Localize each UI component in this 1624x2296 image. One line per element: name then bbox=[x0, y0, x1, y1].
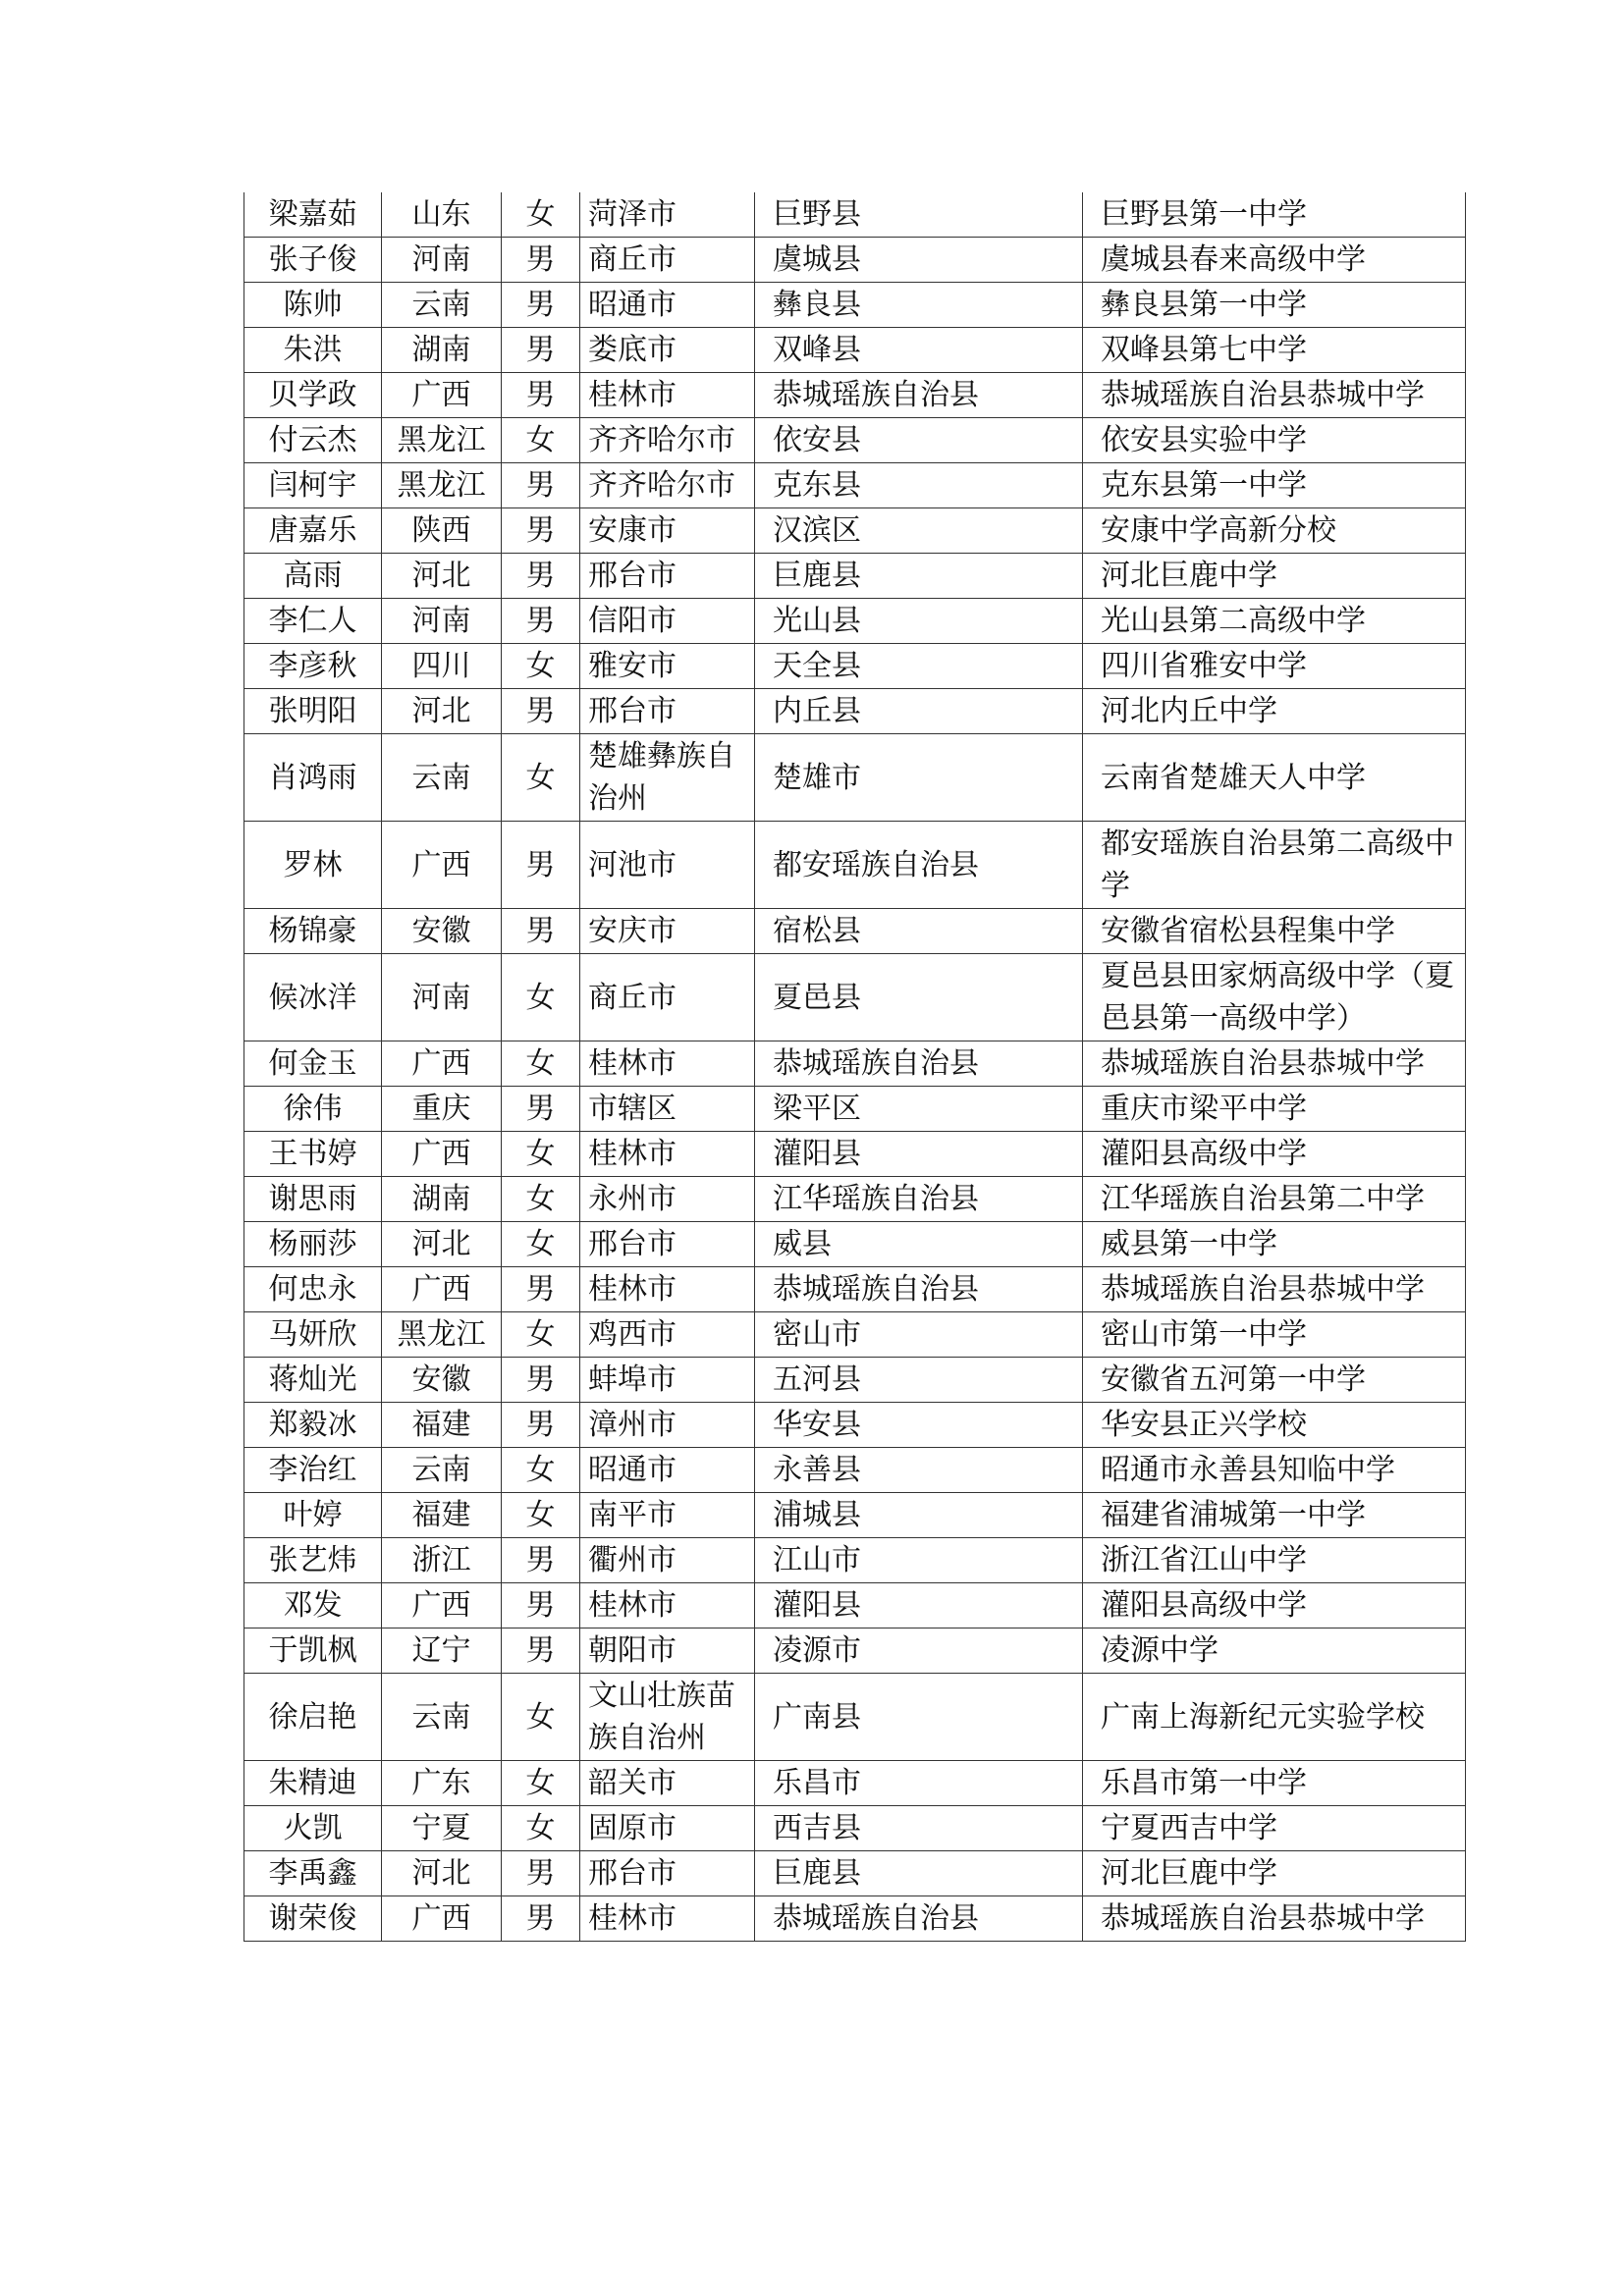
cell-province: 云南 bbox=[382, 283, 502, 328]
cell-province: 福建 bbox=[382, 1493, 502, 1538]
cell-name: 李仁人 bbox=[244, 599, 382, 644]
cell-name: 朱精迪 bbox=[244, 1761, 382, 1806]
cell-gender: 女 bbox=[502, 192, 580, 238]
cell-gender: 男 bbox=[502, 599, 580, 644]
table-row bbox=[244, 909, 1466, 954]
cell-county: 恭城瑶族自治县 bbox=[755, 1267, 1083, 1312]
cell-school: 安徽省宿松县程集中学 bbox=[1083, 909, 1466, 954]
cell-gender: 男 bbox=[502, 689, 580, 734]
cell-gender: 女 bbox=[502, 1177, 580, 1222]
cell-city: 韶关市 bbox=[580, 1761, 755, 1806]
cell-name: 唐嘉乐 bbox=[244, 508, 382, 554]
cell-province: 广西 bbox=[382, 1041, 502, 1087]
table-row bbox=[244, 822, 1466, 909]
cell-gender: 男 bbox=[502, 1583, 580, 1629]
cell-county: 威县 bbox=[755, 1222, 1083, 1267]
cell-county: 彝良县 bbox=[755, 283, 1083, 328]
cell-name: 付云杰 bbox=[244, 418, 382, 463]
cell-gender: 男 bbox=[502, 463, 580, 508]
cell-name: 罗林 bbox=[244, 822, 382, 909]
cell-county: 灌阳县 bbox=[755, 1583, 1083, 1629]
cell-county: 梁平区 bbox=[755, 1087, 1083, 1132]
cell-county: 江华瑶族自治县 bbox=[755, 1177, 1083, 1222]
cell-school: 双峰县第七中学 bbox=[1083, 328, 1466, 373]
cell-county: 楚雄市 bbox=[755, 734, 1083, 822]
table-row bbox=[244, 418, 1466, 463]
cell-county: 夏邑县 bbox=[755, 954, 1083, 1041]
cell-name: 肖鸿雨 bbox=[244, 734, 382, 822]
table-row bbox=[244, 1312, 1466, 1358]
table-row bbox=[244, 1493, 1466, 1538]
cell-city: 桂林市 bbox=[580, 373, 755, 418]
cell-school: 昭通市永善县知临中学 bbox=[1083, 1448, 1466, 1493]
cell-county: 巨鹿县 bbox=[755, 1851, 1083, 1896]
cell-city: 齐齐哈尔市 bbox=[580, 418, 755, 463]
cell-gender: 男 bbox=[502, 1896, 580, 1942]
cell-county: 天全县 bbox=[755, 644, 1083, 689]
table-row bbox=[244, 734, 1466, 822]
cell-province: 黑龙江 bbox=[382, 1312, 502, 1358]
cell-city: 邢台市 bbox=[580, 1222, 755, 1267]
cell-school: 河北巨鹿中学 bbox=[1083, 1851, 1466, 1896]
cell-county: 双峰县 bbox=[755, 328, 1083, 373]
cell-province: 湖南 bbox=[382, 328, 502, 373]
cell-province: 陕西 bbox=[382, 508, 502, 554]
cell-city: 齐齐哈尔市 bbox=[580, 463, 755, 508]
cell-school: 恭城瑶族自治县恭城中学 bbox=[1083, 1896, 1466, 1942]
cell-school: 夏邑县田家炳高级中学（夏邑县第一高级中学） bbox=[1083, 954, 1466, 1041]
cell-province: 湖南 bbox=[382, 1177, 502, 1222]
cell-province: 河南 bbox=[382, 238, 502, 283]
cell-province: 辽宁 bbox=[382, 1629, 502, 1674]
cell-province: 黑龙江 bbox=[382, 418, 502, 463]
cell-gender: 男 bbox=[502, 1267, 580, 1312]
cell-school: 重庆市梁平中学 bbox=[1083, 1087, 1466, 1132]
table-row bbox=[244, 689, 1466, 734]
cell-school: 安康中学高新分校 bbox=[1083, 508, 1466, 554]
table-row bbox=[244, 1403, 1466, 1448]
cell-county: 巨鹿县 bbox=[755, 554, 1083, 599]
cell-gender: 女 bbox=[502, 954, 580, 1041]
cell-province: 河北 bbox=[382, 554, 502, 599]
table-row bbox=[244, 463, 1466, 508]
cell-province: 河北 bbox=[382, 1851, 502, 1896]
cell-city: 衢州市 bbox=[580, 1538, 755, 1583]
cell-province: 四川 bbox=[382, 644, 502, 689]
cell-name: 杨锦豪 bbox=[244, 909, 382, 954]
cell-gender: 女 bbox=[502, 1041, 580, 1087]
cell-gender: 女 bbox=[502, 644, 580, 689]
cell-name: 梁嘉茹 bbox=[244, 192, 382, 238]
cell-school: 灌阳县高级中学 bbox=[1083, 1583, 1466, 1629]
cell-city: 楚雄彝族自治州 bbox=[580, 734, 755, 822]
cell-city: 桂林市 bbox=[580, 1583, 755, 1629]
cell-name: 贝学政 bbox=[244, 373, 382, 418]
cell-city: 市辖区 bbox=[580, 1087, 755, 1132]
cell-school: 华安县正兴学校 bbox=[1083, 1403, 1466, 1448]
cell-city: 桂林市 bbox=[580, 1132, 755, 1177]
cell-county: 永善县 bbox=[755, 1448, 1083, 1493]
cell-county: 广南县 bbox=[755, 1674, 1083, 1761]
cell-county: 宿松县 bbox=[755, 909, 1083, 954]
cell-gender: 女 bbox=[502, 1761, 580, 1806]
cell-province: 安徽 bbox=[382, 1358, 502, 1403]
cell-gender: 男 bbox=[502, 909, 580, 954]
cell-city: 南平市 bbox=[580, 1493, 755, 1538]
cell-name: 李禹鑫 bbox=[244, 1851, 382, 1896]
table-row bbox=[244, 1629, 1466, 1674]
cell-school: 凌源中学 bbox=[1083, 1629, 1466, 1674]
cell-name: 高雨 bbox=[244, 554, 382, 599]
cell-county: 江山市 bbox=[755, 1538, 1083, 1583]
cell-province: 宁夏 bbox=[382, 1806, 502, 1851]
cell-gender: 女 bbox=[502, 1312, 580, 1358]
cell-school: 彝良县第一中学 bbox=[1083, 283, 1466, 328]
cell-county: 汉滨区 bbox=[755, 508, 1083, 554]
table-row bbox=[244, 1896, 1466, 1942]
table-row bbox=[244, 1583, 1466, 1629]
cell-province: 广西 bbox=[382, 1896, 502, 1942]
cell-name: 于凯枫 bbox=[244, 1629, 382, 1674]
cell-name: 闫柯宇 bbox=[244, 463, 382, 508]
cell-province: 云南 bbox=[382, 1674, 502, 1761]
table-row bbox=[244, 1448, 1466, 1493]
cell-county: 克东县 bbox=[755, 463, 1083, 508]
cell-name: 朱洪 bbox=[244, 328, 382, 373]
cell-province: 河北 bbox=[382, 1222, 502, 1267]
cell-name: 徐启艳 bbox=[244, 1674, 382, 1761]
cell-school: 克东县第一中学 bbox=[1083, 463, 1466, 508]
cell-name: 谢荣俊 bbox=[244, 1896, 382, 1942]
cell-city: 商丘市 bbox=[580, 954, 755, 1041]
cell-gender: 男 bbox=[502, 1851, 580, 1896]
cell-city: 漳州市 bbox=[580, 1403, 755, 1448]
cell-gender: 女 bbox=[502, 1222, 580, 1267]
cell-province: 河北 bbox=[382, 689, 502, 734]
cell-name: 何金玉 bbox=[244, 1041, 382, 1087]
table-row bbox=[244, 508, 1466, 554]
cell-name: 蒋灿光 bbox=[244, 1358, 382, 1403]
cell-province: 广西 bbox=[382, 822, 502, 909]
cell-gender: 女 bbox=[502, 734, 580, 822]
table-row bbox=[244, 1358, 1466, 1403]
cell-county: 光山县 bbox=[755, 599, 1083, 644]
cell-school: 乐昌市第一中学 bbox=[1083, 1761, 1466, 1806]
table-row bbox=[244, 283, 1466, 328]
cell-province: 广西 bbox=[382, 1267, 502, 1312]
cell-school: 光山县第二高级中学 bbox=[1083, 599, 1466, 644]
cell-gender: 男 bbox=[502, 1358, 580, 1403]
cell-county: 恭城瑶族自治县 bbox=[755, 1896, 1083, 1942]
cell-name: 张子俊 bbox=[244, 238, 382, 283]
cell-school: 广南上海新纪元实验学校 bbox=[1083, 1674, 1466, 1761]
cell-gender: 女 bbox=[502, 1806, 580, 1851]
cell-province: 广西 bbox=[382, 373, 502, 418]
cell-gender: 女 bbox=[502, 418, 580, 463]
table-row bbox=[244, 644, 1466, 689]
cell-county: 西吉县 bbox=[755, 1806, 1083, 1851]
cell-county: 内丘县 bbox=[755, 689, 1083, 734]
cell-province: 河南 bbox=[382, 599, 502, 644]
cell-county: 恭城瑶族自治县 bbox=[755, 1041, 1083, 1087]
cell-province: 浙江 bbox=[382, 1538, 502, 1583]
cell-gender: 男 bbox=[502, 1629, 580, 1674]
cell-gender: 男 bbox=[502, 1087, 580, 1132]
cell-city: 信阳市 bbox=[580, 599, 755, 644]
cell-county: 恭城瑶族自治县 bbox=[755, 373, 1083, 418]
cell-school: 福建省浦城第一中学 bbox=[1083, 1493, 1466, 1538]
cell-gender: 男 bbox=[502, 238, 580, 283]
cell-name: 李彦秋 bbox=[244, 644, 382, 689]
cell-province: 广东 bbox=[382, 1761, 502, 1806]
cell-name: 王书婷 bbox=[244, 1132, 382, 1177]
cell-province: 重庆 bbox=[382, 1087, 502, 1132]
cell-city: 安康市 bbox=[580, 508, 755, 554]
table-row bbox=[244, 1267, 1466, 1312]
cell-name: 邓发 bbox=[244, 1583, 382, 1629]
cell-province: 河南 bbox=[382, 954, 502, 1041]
table-row bbox=[244, 192, 1466, 238]
table-row bbox=[244, 1177, 1466, 1222]
table-row bbox=[244, 1806, 1466, 1851]
cell-name: 何忠永 bbox=[244, 1267, 382, 1312]
cell-city: 鸡西市 bbox=[580, 1312, 755, 1358]
cell-city: 邢台市 bbox=[580, 554, 755, 599]
cell-gender: 男 bbox=[502, 822, 580, 909]
table-row bbox=[244, 1222, 1466, 1267]
cell-city: 桂林市 bbox=[580, 1041, 755, 1087]
cell-name: 郑毅冰 bbox=[244, 1403, 382, 1448]
table-row bbox=[244, 1761, 1466, 1806]
table-row bbox=[244, 1041, 1466, 1087]
cell-school: 虞城县春来高级中学 bbox=[1083, 238, 1466, 283]
cell-province: 广西 bbox=[382, 1132, 502, 1177]
cell-city: 雅安市 bbox=[580, 644, 755, 689]
cell-name: 张明阳 bbox=[244, 689, 382, 734]
cell-county: 灌阳县 bbox=[755, 1132, 1083, 1177]
cell-county: 密山市 bbox=[755, 1312, 1083, 1358]
table-row bbox=[244, 328, 1466, 373]
cell-school: 河北内丘中学 bbox=[1083, 689, 1466, 734]
cell-school: 威县第一中学 bbox=[1083, 1222, 1466, 1267]
cell-province: 云南 bbox=[382, 734, 502, 822]
cell-city: 文山壮族苗族自治州 bbox=[580, 1674, 755, 1761]
cell-city: 安庆市 bbox=[580, 909, 755, 954]
cell-gender: 男 bbox=[502, 283, 580, 328]
cell-city: 朝阳市 bbox=[580, 1629, 755, 1674]
cell-gender: 男 bbox=[502, 1538, 580, 1583]
cell-school: 江华瑶族自治县第二中学 bbox=[1083, 1177, 1466, 1222]
cell-gender: 男 bbox=[502, 508, 580, 554]
cell-province: 安徽 bbox=[382, 909, 502, 954]
cell-school: 恭城瑶族自治县恭城中学 bbox=[1083, 373, 1466, 418]
cell-name: 杨丽莎 bbox=[244, 1222, 382, 1267]
cell-city: 昭通市 bbox=[580, 1448, 755, 1493]
cell-name: 李治红 bbox=[244, 1448, 382, 1493]
cell-school: 密山市第一中学 bbox=[1083, 1312, 1466, 1358]
cell-school: 浙江省江山中学 bbox=[1083, 1538, 1466, 1583]
cell-city: 菏泽市 bbox=[580, 192, 755, 238]
cell-province: 福建 bbox=[382, 1403, 502, 1448]
cell-gender: 女 bbox=[502, 1674, 580, 1761]
cell-name: 徐伟 bbox=[244, 1087, 382, 1132]
cell-province: 云南 bbox=[382, 1448, 502, 1493]
cell-gender: 男 bbox=[502, 328, 580, 373]
cell-name: 火凯 bbox=[244, 1806, 382, 1851]
cell-school: 河北巨鹿中学 bbox=[1083, 554, 1466, 599]
table-row bbox=[244, 599, 1466, 644]
cell-city: 固原市 bbox=[580, 1806, 755, 1851]
cell-city: 商丘市 bbox=[580, 238, 755, 283]
cell-city: 永州市 bbox=[580, 1177, 755, 1222]
cell-province: 黑龙江 bbox=[382, 463, 502, 508]
table-row bbox=[244, 1851, 1466, 1896]
cell-name: 马妍欣 bbox=[244, 1312, 382, 1358]
cell-gender: 女 bbox=[502, 1132, 580, 1177]
table-row bbox=[244, 1674, 1466, 1761]
cell-school: 云南省楚雄天人中学 bbox=[1083, 734, 1466, 822]
cell-city: 邢台市 bbox=[580, 689, 755, 734]
table-row bbox=[244, 238, 1466, 283]
cell-name: 候冰洋 bbox=[244, 954, 382, 1041]
cell-gender: 女 bbox=[502, 1493, 580, 1538]
cell-city: 桂林市 bbox=[580, 1267, 755, 1312]
cell-school: 宁夏西吉中学 bbox=[1083, 1806, 1466, 1851]
table-row bbox=[244, 1087, 1466, 1132]
table-row bbox=[244, 1132, 1466, 1177]
cell-county: 凌源市 bbox=[755, 1629, 1083, 1674]
cell-county: 都安瑶族自治县 bbox=[755, 822, 1083, 909]
cell-school: 巨野县第一中学 bbox=[1083, 192, 1466, 238]
cell-province: 广西 bbox=[382, 1583, 502, 1629]
cell-city: 娄底市 bbox=[580, 328, 755, 373]
cell-county: 虞城县 bbox=[755, 238, 1083, 283]
cell-province: 山东 bbox=[382, 192, 502, 238]
cell-city: 昭通市 bbox=[580, 283, 755, 328]
cell-school: 灌阳县高级中学 bbox=[1083, 1132, 1466, 1177]
cell-city: 邢台市 bbox=[580, 1851, 755, 1896]
cell-name: 叶婷 bbox=[244, 1493, 382, 1538]
cell-name: 陈帅 bbox=[244, 283, 382, 328]
student-roster-table bbox=[244, 192, 1466, 1942]
cell-county: 乐昌市 bbox=[755, 1761, 1083, 1806]
table-row bbox=[244, 1538, 1466, 1583]
cell-city: 河池市 bbox=[580, 822, 755, 909]
roster-body bbox=[244, 192, 1466, 1942]
cell-gender: 男 bbox=[502, 1403, 580, 1448]
cell-gender: 男 bbox=[502, 373, 580, 418]
cell-gender: 男 bbox=[502, 554, 580, 599]
cell-county: 浦城县 bbox=[755, 1493, 1083, 1538]
cell-county: 五河县 bbox=[755, 1358, 1083, 1403]
cell-county: 依安县 bbox=[755, 418, 1083, 463]
cell-school: 依安县实验中学 bbox=[1083, 418, 1466, 463]
cell-school: 都安瑶族自治县第二高级中学 bbox=[1083, 822, 1466, 909]
cell-gender: 女 bbox=[502, 1448, 580, 1493]
cell-county: 华安县 bbox=[755, 1403, 1083, 1448]
cell-school: 安徽省五河第一中学 bbox=[1083, 1358, 1466, 1403]
table-row bbox=[244, 954, 1466, 1041]
table-row bbox=[244, 554, 1466, 599]
cell-school: 四川省雅安中学 bbox=[1083, 644, 1466, 689]
cell-school: 恭城瑶族自治县恭城中学 bbox=[1083, 1041, 1466, 1087]
cell-city: 蚌埠市 bbox=[580, 1358, 755, 1403]
cell-school: 恭城瑶族自治县恭城中学 bbox=[1083, 1267, 1466, 1312]
cell-city: 桂林市 bbox=[580, 1896, 755, 1942]
cell-name: 张艺炜 bbox=[244, 1538, 382, 1583]
cell-county: 巨野县 bbox=[755, 192, 1083, 238]
cell-name: 谢思雨 bbox=[244, 1177, 382, 1222]
table-row bbox=[244, 373, 1466, 418]
